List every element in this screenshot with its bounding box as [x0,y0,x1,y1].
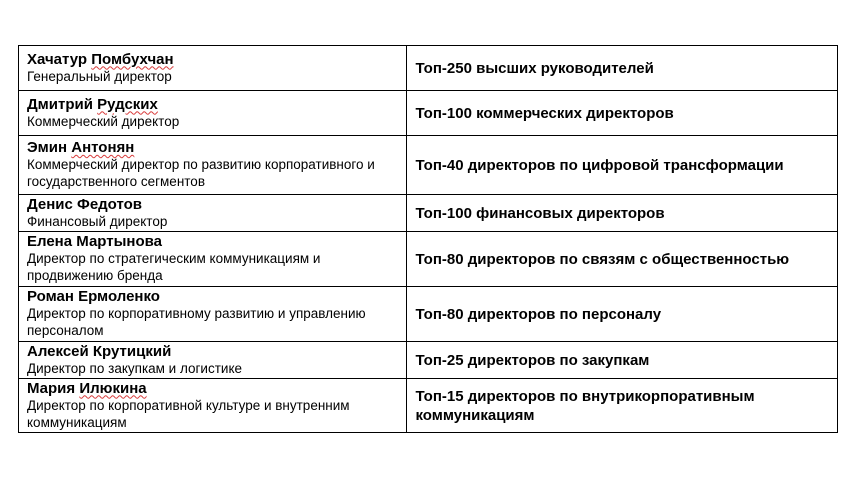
first-name: Дмитрий [27,95,93,113]
table-row [19,342,838,379]
last-name: Ермоленко [78,288,160,305]
person-cell [19,287,407,342]
person-name [27,140,398,156]
first-name: Роман [27,288,74,305]
table-row [19,91,838,136]
job-title: Директор по закупкам и логистике [27,360,243,376]
table-row [19,136,838,195]
job-title: Директор по корпоративному развитию и управлению персоналом [27,306,366,338]
last-name: Крутицкий [92,342,172,360]
first-name: Хачатур [27,50,88,68]
job-title: Директор по стратегическим коммуникациям и продвижению бренда [27,251,321,283]
table-row [19,46,838,91]
job-title: Директор по корпоративной культуре и внутренним коммуникациям [27,397,350,430]
ranking-cell: Топ-15 директоров по внутрикорпоративным коммуникациям [407,379,838,433]
person-cell [19,342,407,379]
person-name [27,52,398,68]
rankings-table [18,45,838,433]
table-row [19,287,838,342]
person-cell [19,46,407,91]
ranking-cell: Топ-100 финансовых директоров [407,195,838,232]
ranking-cell: Топ-250 высших руководителей [407,46,838,91]
ranking-cell: Топ-80 директоров по связям с общественностью [407,232,838,287]
last-name: Помбухчан [91,50,174,68]
person-name [27,381,398,397]
job-title: Коммерческий директор по развитию корпоративного и государственного сегментов [27,157,375,189]
last-name: Рудских [97,95,158,113]
person-name [27,97,398,113]
person-cell [19,195,407,232]
ranking-cell: Топ-25 директоров по закупкам [407,342,838,379]
job-title: Генеральный директор [27,68,172,84]
first-name: Елена [27,233,73,250]
last-name: Мартынова [76,233,162,250]
person-name [27,344,398,360]
first-name: Эмин [27,139,68,156]
person-name [27,289,398,305]
first-name: Алексей [27,342,89,360]
person-cell [19,136,407,195]
person-name [27,197,398,213]
first-name: Денис [27,195,73,213]
person-cell [19,379,407,433]
job-title: Коммерческий директор [27,113,180,129]
person-cell [19,91,407,136]
first-name: Мария [27,379,76,397]
last-name: Антонян [71,139,135,156]
ranking-cell: Топ-100 коммерческих директоров [407,91,838,136]
table-row [19,232,838,287]
last-name: Федотов [77,195,143,213]
last-name: Илюкина [79,379,147,397]
job-title: Финансовый директор [27,213,168,229]
table-row [19,195,838,232]
table-row [19,379,838,433]
person-cell [19,232,407,287]
person-name [27,234,398,250]
ranking-cell: Топ-40 директоров по цифровой трансформации [407,136,838,195]
ranking-cell: Топ-80 директоров по персоналу [407,287,838,342]
